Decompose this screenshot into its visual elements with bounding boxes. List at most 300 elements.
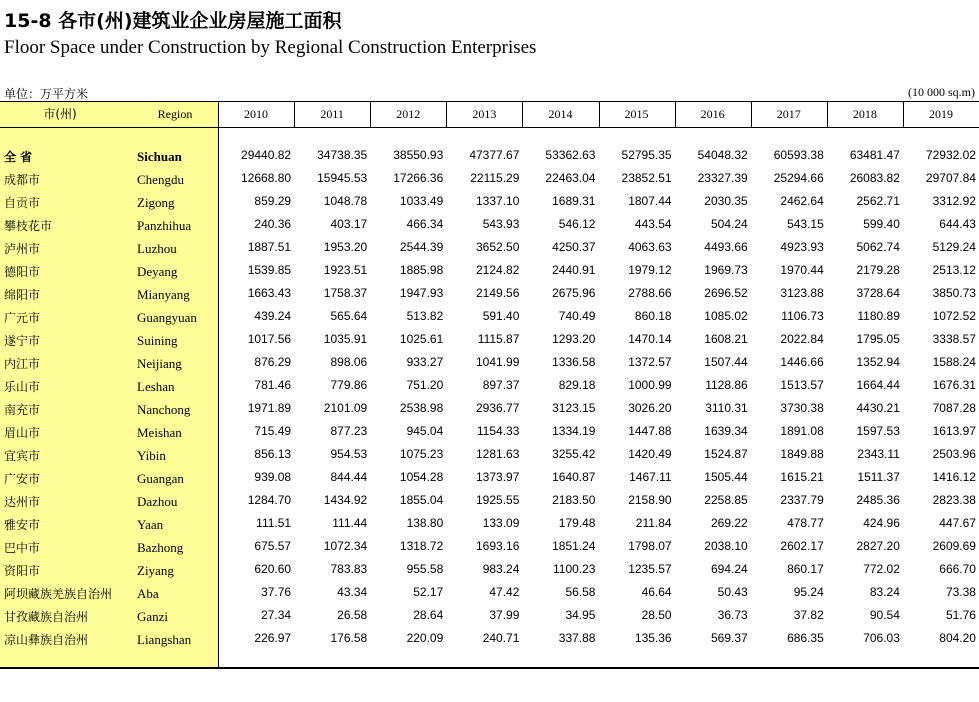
cell-value: 1524.87 [704, 447, 748, 461]
cell-value: 443.54 [634, 217, 672, 231]
cell-value: 12668.80 [241, 171, 292, 185]
region-name-english: Nanchong [137, 402, 191, 417]
cell-value: 63481.47 [849, 148, 900, 162]
cell-value: 1615.21 [780, 470, 824, 484]
cell-value: 740.49 [558, 309, 596, 323]
cell-value: 27.34 [261, 608, 292, 622]
header-region: Region [157, 107, 193, 121]
header-divider [827, 101, 828, 127]
region-name-chinese: 内江市 [4, 357, 41, 371]
region-name-english: Luzhou [137, 241, 177, 256]
table-row [0, 190, 979, 213]
cell-value: 2513.12 [932, 263, 976, 277]
cell-value: 1072.34 [323, 539, 368, 553]
region-name-chinese: 眉山市 [4, 426, 41, 440]
cell-value: 37.99 [489, 608, 520, 622]
cell-value: 945.04 [406, 424, 444, 438]
cell-value: 1115.87 [477, 332, 520, 346]
cell-value: 2462.64 [780, 194, 824, 208]
cell-value: 47377.67 [469, 148, 520, 162]
region-name-english: Guangan [137, 471, 184, 486]
cell-value: 3850.73 [932, 286, 976, 300]
cell-value: 955.58 [406, 562, 444, 576]
cell-value: 38550.93 [393, 148, 444, 162]
cell-value: 666.70 [939, 562, 976, 576]
cell-value: 1979.12 [628, 263, 672, 277]
cell-value: 2823.38 [932, 493, 976, 507]
header-year: 2017 [776, 107, 801, 121]
cell-value: 1953.20 [323, 240, 368, 254]
cell-value: 954.53 [330, 447, 368, 461]
cell-value: 226.97 [254, 631, 292, 645]
cell-value: 28.50 [641, 608, 672, 622]
cell-value: 3255.42 [552, 447, 596, 461]
cell-value: 2936.77 [476, 401, 520, 415]
cell-value: 2544.39 [399, 240, 444, 254]
table-row [0, 581, 979, 604]
table-title-english: Floor Space under Construction by Regional Construction Enterprises [4, 37, 537, 58]
cell-value: 983.24 [482, 562, 520, 576]
cell-value: 675.57 [254, 539, 292, 553]
cell-value: 37.82 [793, 608, 824, 622]
cell-value: 546.12 [558, 217, 596, 231]
cell-value: 1925.55 [476, 493, 520, 507]
region-name-chinese: 达州市 [4, 495, 41, 509]
cell-value: 1923.51 [323, 263, 368, 277]
header-divider [903, 101, 904, 127]
cell-value: 73.38 [945, 585, 976, 599]
cell-value: 706.03 [863, 631, 900, 645]
cell-value: 2827.20 [856, 539, 900, 553]
cell-value: 135.36 [634, 631, 672, 645]
table-row [0, 420, 979, 443]
region-name-chinese: 巴中市 [4, 541, 41, 555]
cell-value: 2124.82 [476, 263, 520, 277]
cell-value: 543.93 [482, 217, 520, 231]
cell-value: 1318.72 [399, 539, 444, 553]
cell-value: 898.06 [330, 355, 368, 369]
cell-value: 7087.28 [932, 401, 976, 415]
header-year: 2014 [548, 107, 573, 121]
region-name-chinese: 泸州市 [4, 242, 41, 256]
header-city: 市(州) [43, 107, 77, 121]
cell-value: 29707.84 [925, 171, 976, 185]
cell-value: 424.96 [863, 516, 900, 530]
cell-value: 3338.57 [932, 332, 976, 346]
table-row [0, 627, 979, 650]
cell-value: 1539.85 [247, 263, 292, 277]
cell-value: 686.35 [787, 631, 824, 645]
cell-value: 644.43 [939, 217, 976, 231]
cell-value: 2503.96 [932, 447, 976, 461]
cell-value: 1597.53 [856, 424, 900, 438]
cell-value: 1513.57 [780, 378, 824, 392]
region-name-chinese: 遂宁市 [4, 334, 41, 348]
cell-value: 1434.92 [323, 493, 368, 507]
cell-value: 2440.91 [552, 263, 596, 277]
cell-value: 1588.24 [932, 355, 976, 369]
cell-value: 1447.88 [628, 424, 672, 438]
region-name-english: Suining [137, 333, 178, 348]
table-row [0, 535, 979, 558]
cell-value: 897.37 [482, 378, 520, 392]
cell-value: 1372.57 [628, 355, 672, 369]
region-name-chinese: 凉山彝族自治州 [4, 633, 89, 647]
cell-value: 1758.37 [323, 286, 368, 300]
region-name-english: Guangyuan [137, 310, 197, 325]
cell-value: 240.36 [254, 217, 292, 231]
region-name-english: Yaan [137, 517, 164, 532]
cell-value: 1891.08 [780, 424, 824, 438]
cell-value: 2788.66 [628, 286, 672, 300]
cell-value: 751.20 [406, 378, 444, 392]
cell-value: 1100.23 [552, 562, 596, 576]
cell-value: 22115.29 [470, 171, 520, 185]
cell-value: 2675.96 [552, 286, 596, 300]
cell-value: 1640.87 [552, 470, 596, 484]
bottom-rule [0, 667, 979, 669]
cell-value: 1106.73 [781, 309, 824, 323]
cell-value: 504.24 [710, 217, 748, 231]
table-row [0, 512, 979, 535]
header-year: 2019 [928, 107, 953, 121]
region-name-chinese: 雅安市 [4, 518, 41, 532]
cell-value: 211.84 [635, 516, 672, 530]
cell-value: 23327.39 [697, 171, 748, 185]
cell-value: 2149.56 [476, 286, 520, 300]
cell-value: 1507.44 [704, 355, 748, 369]
header-divider [675, 101, 676, 127]
cell-value: 1235.57 [628, 562, 672, 576]
cell-value: 1849.88 [780, 447, 824, 461]
header-divider [522, 101, 523, 127]
region-name-english: Dazhou [137, 494, 178, 509]
cell-value: 1470.14 [628, 332, 672, 346]
cell-value: 56.58 [565, 585, 596, 599]
region-name-chinese: 宜宾市 [4, 449, 41, 463]
cell-value: 694.24 [710, 562, 748, 576]
cell-value: 1033.49 [399, 194, 444, 208]
cell-value: 28.64 [413, 608, 444, 622]
region-name-chinese: 自贡市 [4, 196, 41, 210]
cell-value: 478.77 [787, 516, 824, 530]
cell-value: 1017.56 [247, 332, 292, 346]
cell-value: 1373.97 [476, 470, 520, 484]
cell-value: 1947.93 [399, 286, 444, 300]
header-year: 2016 [700, 107, 725, 121]
header-year: 2018 [852, 107, 877, 121]
cell-value: 37.76 [261, 585, 292, 599]
cell-value: 1337.10 [476, 194, 520, 208]
header-divider [446, 101, 447, 127]
cell-value: 804.20 [939, 631, 976, 645]
region-name-english: Ziyang [137, 563, 174, 578]
region-name-chinese: 资阳市 [4, 564, 41, 578]
cell-value: 599.40 [863, 217, 900, 231]
region-name-chinese: 乐山市 [4, 380, 41, 394]
cell-value: 2337.79 [780, 493, 824, 507]
cell-value: 15945.53 [317, 171, 368, 185]
cell-value: 2609.69 [932, 539, 976, 553]
region-name-chinese: 德阳市 [4, 265, 41, 279]
cell-value: 1180.89 [857, 309, 900, 323]
cell-value: 1851.24 [552, 539, 596, 553]
cell-value: 933.27 [406, 355, 444, 369]
cell-value: 240.71 [482, 631, 520, 645]
unit-label-english: (10 000 sq.m) [908, 85, 975, 99]
table-row [0, 282, 979, 305]
cell-value: 1154.33 [476, 424, 520, 438]
cell-value: 1085.02 [704, 309, 748, 323]
header-year: 2011 [320, 107, 344, 121]
table-row [0, 558, 979, 581]
cell-value: 1807.44 [628, 194, 672, 208]
cell-value: 2602.17 [780, 539, 824, 553]
cell-value: 2538.98 [399, 401, 444, 415]
cell-value: 3123.88 [780, 286, 824, 300]
cell-value: 715.49 [254, 424, 292, 438]
cell-value: 2038.10 [704, 539, 748, 553]
cell-value: 569.37 [710, 631, 748, 645]
cell-value: 1284.70 [247, 493, 292, 507]
cell-value: 46.64 [641, 585, 672, 599]
cell-value: 1663.43 [247, 286, 292, 300]
region-name-chinese: 广元市 [4, 311, 41, 325]
cell-value: 1795.05 [856, 332, 900, 346]
cell-value: 5129.24 [932, 240, 976, 254]
cell-value: 439.24 [254, 309, 292, 323]
region-name-chinese: 全 省 [4, 150, 33, 164]
cell-value: 860.18 [634, 309, 672, 323]
cell-value: 53362.63 [545, 148, 596, 162]
region-name-chinese: 成都市 [4, 173, 41, 187]
cell-value: 95.24 [793, 585, 824, 599]
cell-value: 2101.09 [323, 401, 368, 415]
header-rule [0, 127, 979, 128]
cell-value: 1608.21 [704, 332, 748, 346]
cell-value: 111.44 [332, 516, 368, 530]
cell-value: 72932.02 [925, 148, 976, 162]
cell-value: 1072.52 [932, 309, 976, 323]
header-year: 2012 [396, 107, 421, 121]
table-row [0, 397, 979, 420]
cell-value: 829.18 [558, 378, 596, 392]
cell-value: 2562.71 [856, 194, 900, 208]
cell-value: 1613.97 [932, 424, 976, 438]
table-row [0, 351, 979, 374]
cell-value: 52.17 [413, 585, 444, 599]
cell-value: 90.54 [869, 608, 900, 622]
cell-value: 1420.49 [628, 447, 672, 461]
cell-value: 133.09 [482, 516, 520, 530]
cell-value: 1128.86 [705, 378, 748, 392]
cell-value: 1511.37 [857, 470, 900, 484]
cell-value: 1075.23 [399, 447, 444, 461]
cell-value: 52795.35 [621, 148, 672, 162]
cell-value: 783.83 [330, 562, 368, 576]
table-row [0, 236, 979, 259]
cell-value: 1446.66 [780, 355, 824, 369]
cell-value: 220.09 [406, 631, 444, 645]
cell-value: 1971.89 [247, 401, 292, 415]
cell-value: 3123.15 [552, 401, 596, 415]
cell-value: 138.80 [406, 516, 444, 530]
cell-value: 269.22 [710, 516, 748, 530]
region-name-english: Leshan [137, 379, 175, 394]
table-row [0, 466, 979, 489]
cell-value: 26.58 [337, 608, 368, 622]
cell-value: 2258.85 [704, 493, 748, 507]
cell-value: 50.43 [717, 585, 748, 599]
cell-value: 856.13 [254, 447, 292, 461]
header-divider [751, 101, 752, 127]
cell-value: 877.23 [330, 424, 368, 438]
cell-value: 844.44 [330, 470, 368, 484]
region-name-english: Meishan [137, 425, 182, 440]
table-row [0, 167, 979, 190]
cell-value: 3026.20 [628, 401, 672, 415]
cell-value: 939.08 [254, 470, 292, 484]
region-name-chinese: 绵阳市 [4, 288, 41, 302]
cell-value: 2022.84 [780, 332, 824, 346]
cell-value: 34738.35 [317, 148, 368, 162]
header-year: 2013 [472, 107, 497, 121]
cell-value: 1969.73 [704, 263, 748, 277]
cell-value: 447.67 [939, 516, 976, 530]
cell-value: 1970.44 [780, 263, 824, 277]
cell-value: 513.82 [406, 309, 444, 323]
cell-value: 2696.52 [704, 286, 748, 300]
cell-value: 2183.50 [552, 493, 596, 507]
cell-value: 1467.11 [629, 470, 672, 484]
cell-value: 1505.44 [704, 470, 748, 484]
cell-value: 1048.78 [323, 194, 368, 208]
cell-value: 1293.20 [552, 332, 596, 346]
table-row [0, 443, 979, 466]
cell-value: 565.64 [330, 309, 368, 323]
cell-value: 2030.35 [704, 194, 748, 208]
cell-value: 17266.36 [393, 171, 444, 185]
region-name-english: Neijiang [137, 356, 182, 371]
cell-value: 83.24 [869, 585, 900, 599]
cell-value: 403.17 [330, 217, 368, 231]
cell-value: 4430.21 [856, 401, 900, 415]
cell-value: 60593.38 [773, 148, 824, 162]
header-divider [599, 101, 600, 127]
cell-value: 1693.16 [476, 539, 520, 553]
cell-value: 2343.11 [857, 447, 900, 461]
region-name-english: Deyang [137, 264, 178, 279]
cell-value: 2485.36 [856, 493, 900, 507]
cell-value: 47.42 [489, 585, 520, 599]
cell-value: 4063.63 [628, 240, 672, 254]
header-divider [294, 101, 295, 127]
cell-value: 5062.74 [856, 240, 900, 254]
region-name-chinese: 甘孜藏族自治州 [4, 610, 89, 624]
table-row [0, 604, 979, 627]
cell-value: 1281.63 [476, 447, 520, 461]
cell-value: 781.46 [254, 378, 292, 392]
cell-value: 3652.50 [476, 240, 520, 254]
cell-value: 859.29 [254, 194, 292, 208]
table-row [0, 305, 979, 328]
region-name-english: Bazhong [137, 540, 184, 555]
cell-value: 1798.07 [628, 539, 672, 553]
cell-value: 4923.93 [780, 240, 824, 254]
cell-value: 337.88 [558, 631, 596, 645]
cell-value: 2179.28 [856, 263, 900, 277]
cell-value: 1334.19 [552, 424, 596, 438]
region-name-english: Aba [137, 586, 159, 601]
cell-value: 1887.51 [247, 240, 292, 254]
cell-value: 1416.12 [932, 470, 976, 484]
region-name-english: Liangshan [137, 632, 192, 647]
cell-value: 620.60 [254, 562, 292, 576]
cell-value: 1035.91 [323, 332, 368, 346]
region-name-english: Yibin [137, 448, 166, 463]
cell-value: 591.40 [482, 309, 520, 323]
cell-value: 876.29 [254, 355, 292, 369]
table-row [0, 213, 979, 236]
cell-value: 466.34 [406, 217, 444, 231]
cell-value: 4250.37 [552, 240, 596, 254]
cell-value: 1336.58 [552, 355, 596, 369]
cell-value: 1041.99 [476, 355, 520, 369]
cell-value: 1676.31 [932, 378, 976, 392]
cell-value: 23852.51 [621, 171, 672, 185]
cell-value: 4493.66 [704, 240, 748, 254]
region-name-chinese: 南充市 [4, 403, 41, 417]
cell-value: 34.95 [565, 608, 596, 622]
region-name-english: Sichuan [137, 149, 182, 164]
cell-value: 43.34 [337, 585, 368, 599]
cell-value: 2158.90 [628, 493, 672, 507]
cell-value: 779.86 [330, 378, 368, 392]
cell-value: 3728.64 [856, 286, 900, 300]
region-name-chinese: 广安市 [4, 472, 41, 486]
cell-value: 772.02 [863, 562, 900, 576]
cell-value: 860.17 [787, 562, 824, 576]
cell-value: 29440.82 [241, 148, 292, 162]
cell-value: 51.76 [945, 608, 976, 622]
unit-label-chinese: 单位：万平方米 [4, 87, 89, 101]
cell-value: 25294.66 [773, 171, 824, 185]
region-name-english: Ganzi [137, 609, 169, 624]
cell-value: 543.15 [787, 217, 824, 231]
table-row [0, 374, 979, 397]
region-name-english: Mianyang [137, 287, 190, 302]
region-name-chinese: 攀枝花市 [4, 219, 53, 233]
cell-value: 1352.94 [856, 355, 900, 369]
table-row [0, 328, 979, 351]
table-row [0, 259, 979, 282]
cell-value: 3110.31 [705, 401, 748, 415]
cell-value: 111.51 [256, 516, 292, 530]
header-year: 2010 [244, 107, 269, 121]
header-divider [370, 101, 371, 127]
cell-value: 1054.28 [399, 470, 444, 484]
cell-value: 1855.04 [399, 493, 444, 507]
cell-value: 176.58 [330, 631, 368, 645]
cell-value: 1689.31 [552, 194, 596, 208]
header-year: 2015 [624, 107, 649, 121]
cell-value: 3730.38 [780, 401, 824, 415]
cell-value: 1885.98 [399, 263, 444, 277]
table-title-chinese: 15-8 各市(州)建筑业企业房屋施工面积 [4, 10, 342, 32]
cell-value: 179.48 [558, 516, 596, 530]
cell-value: 1639.34 [704, 424, 748, 438]
cell-value: 22463.04 [545, 171, 596, 185]
